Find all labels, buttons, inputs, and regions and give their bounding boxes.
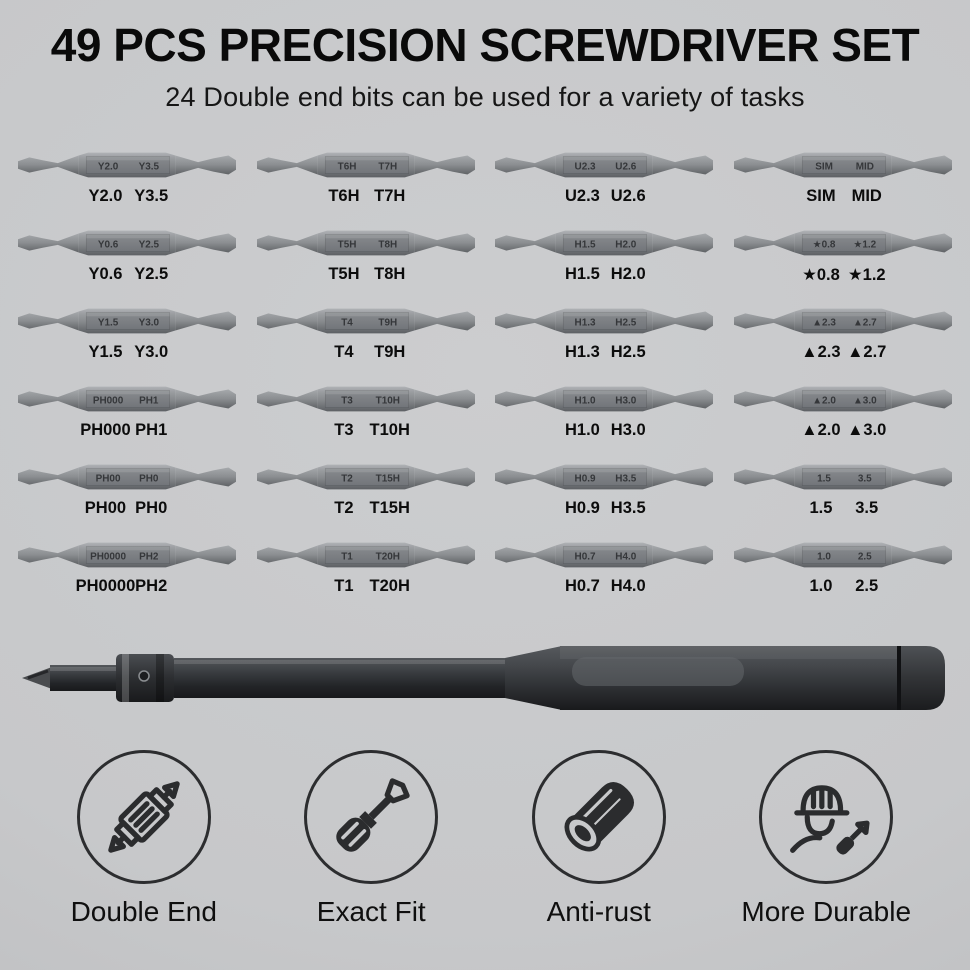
- double-end-bit-image: [495, 377, 713, 421]
- bit-engraving-right: H4.0: [615, 551, 637, 563]
- bit-engraving-right: H3.5: [615, 473, 637, 485]
- bit-label-right: PH2: [135, 577, 168, 595]
- double-end-bit-image: [734, 299, 952, 343]
- bit-engraving-left: T5H: [337, 239, 357, 251]
- bit-label-right: PH1: [135, 421, 168, 439]
- bit-engraving-right: PH0: [139, 473, 159, 485]
- bit-labels: [18, 421, 236, 442]
- bit-label-left: Y2.0: [88, 187, 123, 205]
- bit-engraving-left: H1.3: [574, 317, 596, 329]
- bit-item: [495, 221, 713, 286]
- feature-circle: [304, 750, 438, 884]
- bit-engraving-left: ★0.8: [812, 239, 836, 251]
- bit-label-right: T20H: [369, 577, 410, 595]
- page-title: 49 PCS PRECISION SCREWDRIVER SET: [50, 19, 920, 71]
- bit-engraving-right: H2.5: [615, 317, 637, 329]
- bit-labels: [734, 187, 952, 208]
- double-end-bit-image: [18, 533, 236, 577]
- bit-engraving-right: Y2.5: [138, 239, 160, 251]
- feature-circle: [77, 750, 211, 884]
- feature-badges: [0, 750, 970, 928]
- bit-engraving-left: PH00: [95, 473, 121, 485]
- bit-labels: [734, 577, 952, 598]
- bit-engraving-right: 3.5: [857, 473, 872, 485]
- feature-double-end: [71, 750, 217, 928]
- bit-label-right: T9H: [374, 343, 406, 361]
- bit-engraving-left: H0.9: [574, 473, 596, 485]
- bit-item: [18, 377, 236, 442]
- bit-label-right: T7H: [374, 187, 406, 205]
- bit-item: [495, 299, 713, 364]
- bit-label-left: T6H: [328, 187, 360, 205]
- bit-engraving-left: T1: [340, 551, 353, 563]
- bit-label-left: H1.3: [565, 343, 600, 361]
- screwdriver-image: [0, 612, 970, 742]
- bit-item: [495, 533, 713, 598]
- bit-item: [495, 377, 713, 442]
- bit-label-right: T8H: [374, 265, 406, 283]
- double-end-bit-image: [495, 533, 713, 577]
- bit-label-right: U2.6: [610, 187, 646, 205]
- bit-engraving-right: Y3.5: [138, 161, 160, 173]
- bit-label-right: MID: [851, 187, 882, 205]
- bit-engraving-left: Y2.0: [98, 161, 119, 173]
- bit-engraving-left: T3: [340, 395, 353, 407]
- bit-labels: [495, 343, 713, 364]
- bit-label-right: Y2.5: [134, 265, 169, 283]
- bit-item: [257, 299, 475, 364]
- feature-label: More Durable: [741, 896, 912, 927]
- double-end-bit-image: [257, 455, 475, 499]
- bits-grid: [0, 143, 970, 598]
- bit-label-left: H0.9: [565, 499, 600, 517]
- double-end-bit-image: [734, 377, 952, 421]
- bit-label-left: PH00: [84, 499, 127, 517]
- bit-labels: [257, 421, 475, 442]
- bit-label-left: T3: [334, 421, 354, 439]
- handle-highlight: [572, 657, 744, 686]
- bit-labels: [257, 577, 475, 598]
- bit-engraving-left: Y1.5: [98, 317, 119, 329]
- bit-labels: [18, 187, 236, 208]
- bit-label-right: ▲2.7: [847, 343, 887, 361]
- double-end-bit-image: [734, 533, 952, 577]
- bit-labels: [495, 187, 713, 208]
- bit-label-right: ▲3.0: [847, 421, 887, 439]
- bit-item: [734, 299, 952, 364]
- bit-labels: [495, 499, 713, 520]
- bit-label-left: ★0.8: [802, 266, 840, 284]
- screwdriver-graphic: [0, 612, 970, 742]
- bit-labels: [734, 499, 952, 520]
- screwdriver-icon: [321, 767, 421, 867]
- bit-engraving-left: H1.5: [574, 239, 596, 251]
- double-end-bit-image: [734, 221, 952, 265]
- bit-engraving-right: T20H: [375, 551, 400, 563]
- bit-engraving-left: ▲2.0: [811, 395, 836, 407]
- double-end-bit-image: [257, 533, 475, 577]
- double-end-bit-image: [734, 143, 952, 187]
- bit-engraving-right: T8H: [378, 239, 397, 251]
- bit-labels: [18, 499, 236, 520]
- bit-label-right: PH0: [135, 499, 168, 517]
- double-end-bit-image: [257, 221, 475, 265]
- bit-engraving-right: Y3.0: [138, 317, 160, 329]
- bit-label-left: H1.5: [565, 265, 600, 283]
- header: [0, 0, 970, 113]
- bit-item: [257, 455, 475, 520]
- bit-engraving-left: PH0000: [90, 551, 127, 563]
- double-end-bit-image: [18, 299, 236, 343]
- bit-labels: [495, 577, 713, 598]
- bit-label-right: H3.0: [610, 421, 646, 439]
- bit-label-right: H4.0: [610, 577, 646, 595]
- feature-label: Double End: [70, 896, 217, 927]
- bit-labels: [495, 421, 713, 442]
- bit-item: [18, 221, 236, 286]
- bit-labels: [257, 265, 475, 286]
- double-end-bit-image: [18, 221, 236, 265]
- bit-item: [18, 533, 236, 598]
- bit-labels: [18, 577, 236, 598]
- double-end-bit-image: [257, 143, 475, 187]
- bit-engraving-right: MID: [855, 161, 874, 173]
- bit-item: [257, 533, 475, 598]
- bit-label-right: H2.0: [610, 265, 646, 283]
- bit-engraving-right: 2.5: [857, 551, 872, 563]
- double-end-icon: [94, 767, 194, 867]
- metal-tube-icon: [549, 767, 649, 867]
- bit-label-right: ★1.2: [847, 266, 886, 284]
- bit-engraving-left: 1.5: [816, 473, 831, 485]
- bit-item: [734, 533, 952, 598]
- bit-label-left: PH0000: [75, 577, 136, 595]
- double-end-bit-image: [734, 455, 952, 499]
- bit-item: [495, 143, 713, 208]
- bit-label-right: T15H: [369, 499, 410, 517]
- bit-label-right: H3.5: [610, 499, 646, 517]
- bit-label-left: ▲2.3: [801, 343, 841, 361]
- bit-engraving-left: ▲2.3: [811, 317, 836, 329]
- bit-engraving-left: H0.7: [574, 551, 596, 563]
- double-end-bit-image: [495, 455, 713, 499]
- feature-exact-fit: [304, 750, 438, 928]
- bit-engraving-left: T4: [340, 317, 353, 329]
- feature-circle: [759, 750, 893, 884]
- double-end-bit-image: [495, 143, 713, 187]
- bit-item: [734, 377, 952, 442]
- bit-label-right: 2.5: [855, 577, 879, 595]
- bit-item: [18, 143, 236, 208]
- bit-engraving-left: PH000: [93, 395, 124, 407]
- bit-label-right: Y3.0: [134, 343, 169, 361]
- bit-label-right: T10H: [369, 421, 410, 439]
- bit-engraving-right: PH2: [139, 551, 159, 563]
- bit-labels: [257, 187, 475, 208]
- bit-label-left: T2: [334, 499, 354, 517]
- bit-labels: [734, 343, 952, 364]
- bit-item: [18, 455, 236, 520]
- bit-label-left: H1.0: [565, 421, 600, 439]
- bit-label-left: 1.5: [809, 499, 833, 517]
- double-end-bit-image: [257, 377, 475, 421]
- bit-labels: [734, 421, 952, 442]
- double-end-bit-image: [18, 143, 236, 187]
- bit-item: [495, 455, 713, 520]
- feature-circle: [532, 750, 666, 884]
- double-end-bit-image: [257, 299, 475, 343]
- bit-label-left: U2.3: [565, 187, 600, 205]
- bit-label-left: PH000: [80, 421, 131, 439]
- bit-engraving-left: Y0.6: [98, 239, 119, 251]
- double-end-bit-image: [495, 221, 713, 265]
- bit-item: [257, 143, 475, 208]
- feature-label: Anti-rust: [546, 896, 651, 927]
- bit-label-right: Y3.5: [134, 187, 169, 205]
- bit-label-left: 1.0: [809, 577, 833, 595]
- bit-engraving-right: T10H: [375, 395, 400, 407]
- bit-labels: [18, 265, 236, 286]
- bit-item: [734, 143, 952, 208]
- bit-label-right: H2.5: [610, 343, 646, 361]
- worker-helmet-icon: [776, 767, 876, 867]
- bit-labels: [495, 265, 713, 286]
- bit-labels: [257, 343, 475, 364]
- bit-item: [257, 221, 475, 286]
- bit-label-left: ▲2.0: [801, 421, 841, 439]
- bit-item: [734, 221, 952, 286]
- bit-label-left: H0.7: [565, 577, 600, 595]
- bit-engraving-left: T6H: [337, 161, 357, 173]
- bit-item: [257, 377, 475, 442]
- bit-engraving-right: T7H: [378, 161, 397, 173]
- page-subtitle: 24 Double end bits can be used for a variety of tasks: [165, 82, 805, 112]
- bit-engraving-right: ★1.2: [853, 239, 876, 251]
- bit-label-left: Y0.6: [88, 265, 123, 283]
- bit-engraving-left: 1.0: [816, 551, 831, 563]
- bit-item: [18, 299, 236, 364]
- double-end-bit-image: [18, 455, 236, 499]
- double-end-bit-image: [18, 377, 236, 421]
- bit-label-left: SIM: [806, 187, 836, 205]
- bit-engraving-right: H3.0: [615, 395, 637, 407]
- bit-engraving-right: PH1: [139, 395, 159, 407]
- bit-label-left: T5H: [328, 265, 360, 283]
- bit-engraving-right: H2.0: [615, 239, 637, 251]
- chuck-screw: [139, 671, 149, 681]
- bit-engraving-right: ▲3.0: [852, 395, 877, 407]
- bit-labels: [734, 265, 952, 286]
- feature-label: Exact Fit: [316, 896, 426, 927]
- bit-labels: [257, 499, 475, 520]
- double-end-bit-image: [495, 299, 713, 343]
- bit-item: [734, 455, 952, 520]
- driver-end-cap: [901, 646, 945, 710]
- bit-engraving-right: T15H: [375, 473, 400, 485]
- bit-engraving-right: T9H: [378, 317, 397, 329]
- bit-label-right: 3.5: [855, 499, 879, 517]
- bit-engraving-left: SIM: [814, 161, 833, 173]
- bit-label-left: T1: [334, 577, 354, 595]
- bit-engraving-left: U2.3: [574, 161, 596, 173]
- bit-engraving-right: ▲2.7: [852, 317, 877, 329]
- bit-label-left: Y1.5: [88, 343, 123, 361]
- feature-anti-rust: [532, 750, 666, 928]
- feature-more-durable: [741, 750, 911, 928]
- bit-engraving-right: U2.6: [615, 161, 637, 173]
- bit-labels: [18, 343, 236, 364]
- bit-label-left: T4: [334, 343, 354, 361]
- bit-engraving-left: H1.0: [574, 395, 596, 407]
- bit-engraving-left: T2: [340, 473, 353, 485]
